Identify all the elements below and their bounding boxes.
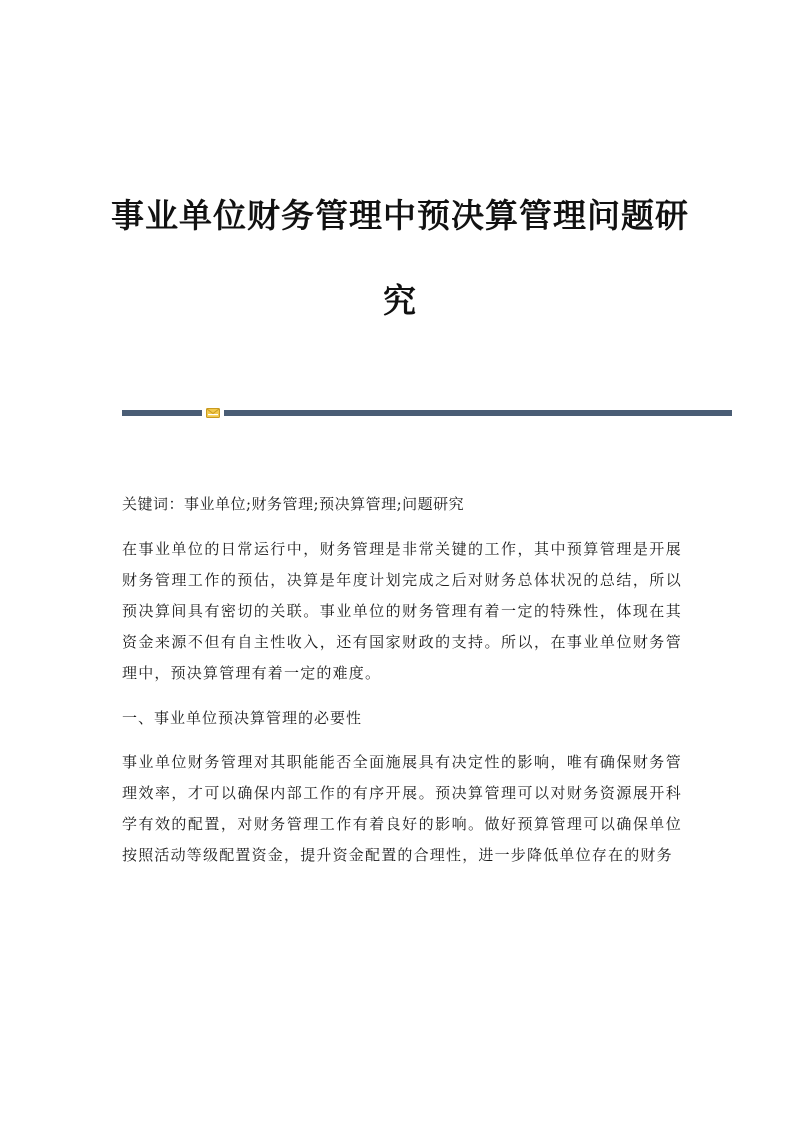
intro-paragraph: 在事业单位的日常运行中，财务管理是非常关键的工作，其中预算管理是开展财务管理工作的预估，决算是年度计划完成之后对财务总体状况的总结，所以预决算间具有密切的关联。事业单位的财务管理有着一定的特殊性，体现在其资金来源不但有自主性收入，还有国家财政的支持。所以，在事业单位财务管理中，预决算管理有着一定的难度。 [122,540,682,682]
divider-bar-left [122,410,202,416]
section-paragraph: 事业单位财务管理对其职能能否全面施展具有决定性的影响，唯有确保财务管理效率，才可以确保内部工作的有序开展。预决算管理可以对财务资源展开科学有效的配置，对财务管理工作有着良好的影响。做好预算管理可以确保单位按照活动等级配置资金，提升资金配置的合理性，进一步降低单位存在的财务 [122,753,682,864]
document-body [122,492,682,871]
divider-bar-right [224,410,732,416]
document-title-line-2: 究 [383,281,417,320]
keywords-line: 关键词：事业单位;财务管理;预决算管理;问题研究 [122,495,465,513]
title-divider [122,408,732,417]
section-heading: 一、事业单位预决算管理的必要性 [122,709,363,727]
document-title-line-1: 事业单位财务管理中预决算管理问题研 [111,196,689,235]
envelope-icon [206,408,220,418]
